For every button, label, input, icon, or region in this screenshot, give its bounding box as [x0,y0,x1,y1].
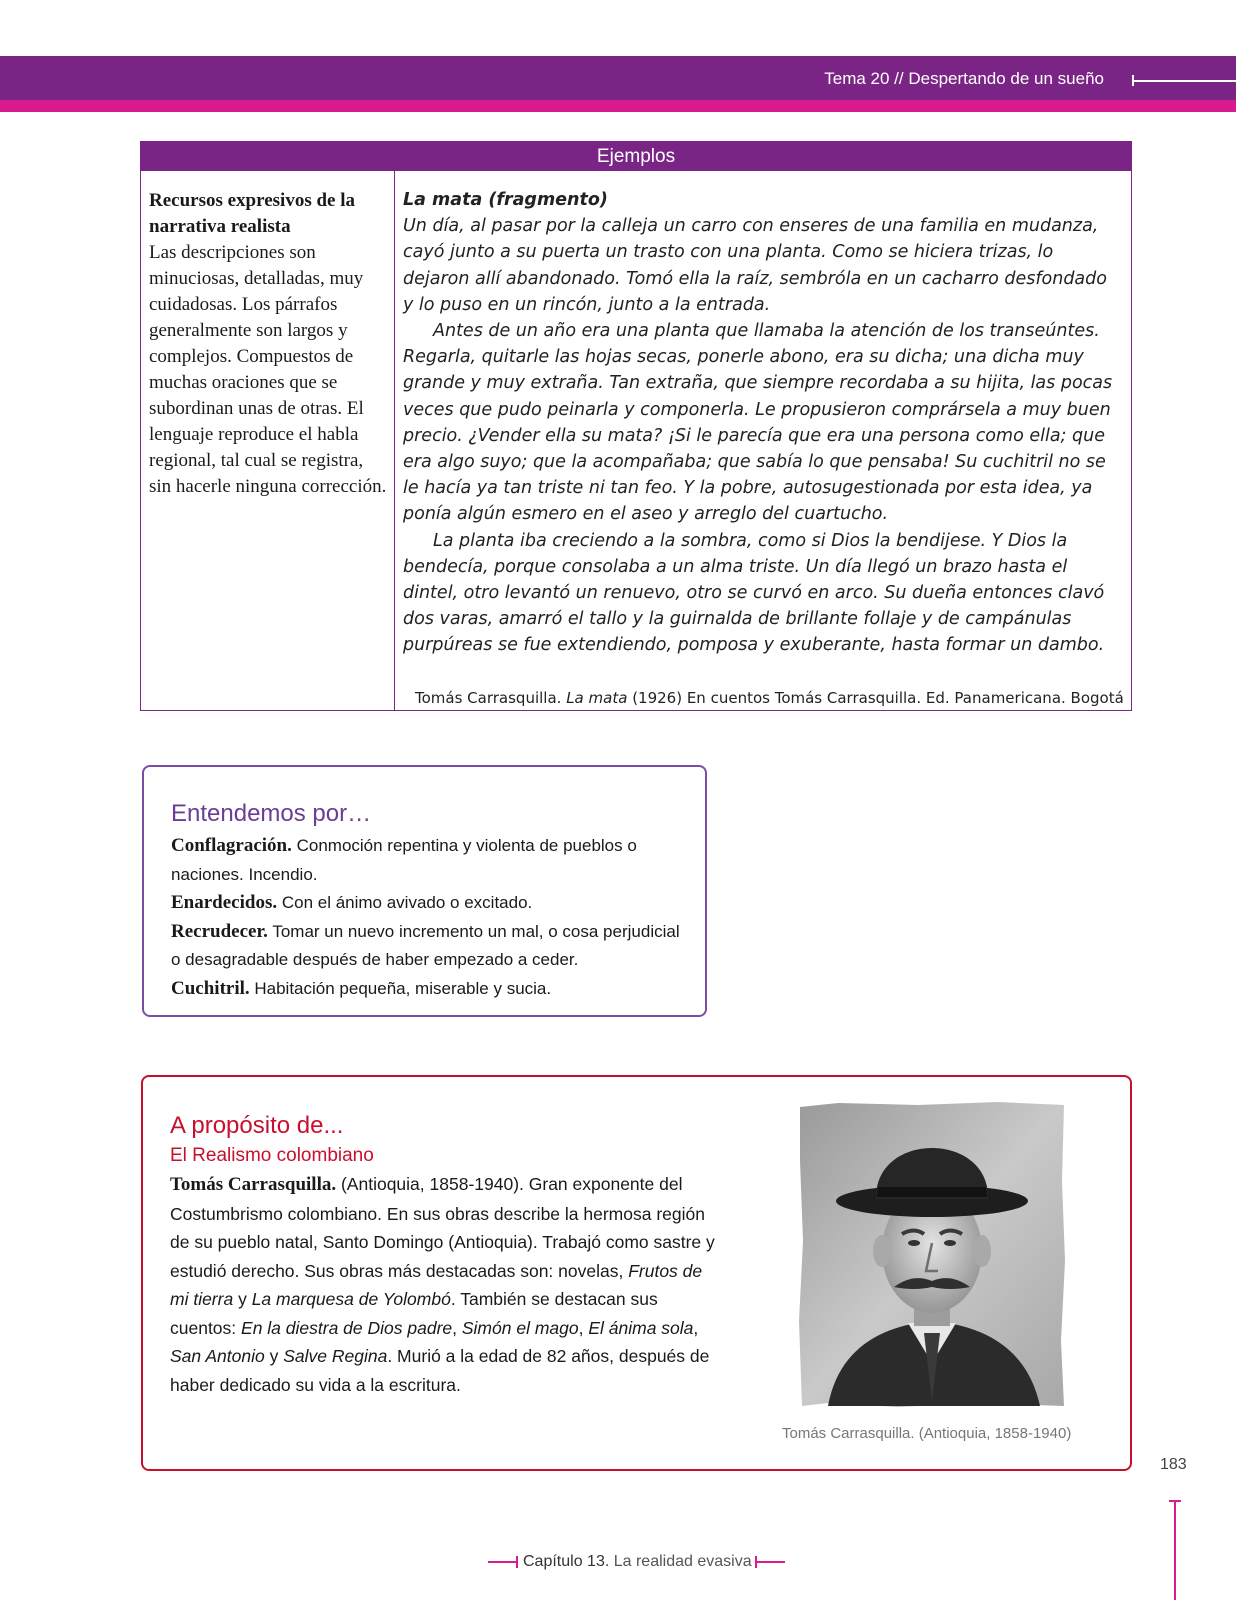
work-title: La marquesa de Yolombó [251,1289,451,1309]
context-title: A propósito de... [170,1112,344,1139]
footer-rule-right [755,1561,785,1563]
examples-table [140,141,1132,711]
resources-title: Recursos expresivos de la narrativa realista [149,190,355,237]
work-title: En la diestra de Dios padre [241,1317,453,1338]
resources-text: Las descripciones son minuciosas, detalladas, muy cuidadosas. Los párrafos generalmente son largos y complejos. Compuestos de muchas oraciones que se subordinan unas de otras. El lenguaje reproduce el habla regional, tal cual se registra, sin hacerle ninguna corrección. [149,242,387,497]
side-rule [1174,1500,1176,1600]
header-stripe [0,100,1236,112]
chapter-number: Capítulo 13. [523,1553,610,1570]
examples-heading: Ejemplos [141,142,1131,171]
excerpt-citation [415,689,1124,707]
footer-tick-left [516,1556,518,1568]
definition-term: Recrudecer. [171,920,268,942]
separator: , [452,1317,457,1338]
definitions-title: Entendemos por… [171,800,372,827]
separator: , [693,1317,699,1338]
definition-text: Habitación pequeña, miserable y sucia. [254,978,552,998]
definition-term: Enardecidos. [171,892,278,913]
footer-rule-left [488,1561,518,1563]
resources-column [149,188,389,500]
page-number: 183 [1160,1456,1187,1473]
citation-work: La mata [566,689,628,707]
excerpt-paragraph: Antes de un año era una planta que llamaba la atención de los transeúntes. Regarla, quitarle las hojas secas, ponerle abono, era su dicha; una dicha muy grande y muy extraña. Tan extraña, que siempre recordaba a su hijita, las pocas veces que pudo peinarla y componerla. Le propusieron comprársela a muy buen precio. ¿Vender ella su mata? ¡Si le parecía que era una persona como ella; que era algo suyo; que la acompañaba; que sabía lo que pensaba! Su cuchitril no se le hacía ya tan triste ni tan feo. Y la pobre, autosugestionada por esta idea, ya ponía algún esmero en el aseo y arreglo del cuartucho. [403,321,1113,525]
definition-term: Cuchitril. [171,977,250,999]
definition-item [171,889,691,918]
work-title: Salve Regina [283,1346,388,1366]
definition-text: Con el ánimo avivado o excitado. [281,893,533,912]
header-tick [1132,75,1134,86]
work-title: El ánima sola [588,1317,694,1338]
header-rule [1132,80,1236,82]
chapter-footer [523,1553,752,1571]
citation-author: Tomás Carrasquilla. [415,689,562,707]
topic-title: Tema 20 // Despertando de un sueño [824,69,1104,88]
work-title: Simón el mago [461,1317,579,1338]
definition-term: Conflagración. [171,835,292,856]
work-title: Frutos de mi tierra [170,1260,703,1309]
excerpt-paragraph: La planta iba creciendo a la sombra, como si Dios la bendijese. Y Dios la bendecía, porque consolaba a un alma triste. Un día llegó un brazo hasta el dintel, otro levantó un renuevo, otro se curvó en arco. Su dueña entonces clavó dos varas, amarró el tallo y la guirnalda de brillante follaje y de campánulas purpúreas se fue extendiendo, pomposa y exuberante, hasta formar un dambo. [403,530,1105,656]
bio-text: . También se destacan sus cuentos: [170,1289,658,1338]
context-subtitle: El Realismo colombiano [170,1145,374,1166]
portrait-caption: Tomás Carrasquilla. (Antioquia, 1858-1940) [782,1425,1072,1442]
bio-text: y [269,1346,279,1366]
definition-text: Conmoción repentina y violenta de pueblos o naciones. Incendio. [171,836,637,884]
context-body [170,1170,715,1399]
bio-text: . Murió a la edad de 82 años, después de haber dedicado su vida a la escritura. [170,1346,710,1395]
work-title: San Antonio [170,1346,265,1366]
definition-item [171,975,691,1004]
citation-rest: (1926) En cuentos Tomás Carrasquilla. Ed. Panamericana. Bogotá [632,689,1124,707]
definition-text: Tomar un nuevo incremento un mal, o cosa perjudicial o desagradable después de haber empezado a ceder. [171,921,680,969]
author-portrait [798,1101,1066,1409]
column-divider [394,171,395,711]
separator: , [578,1317,584,1338]
definition-item [171,832,691,889]
definitions-list [171,832,691,1003]
excerpt-column [403,187,1119,659]
definition-item [171,918,691,975]
definitions-box [142,765,707,1017]
author-name: Tomás Carrasquilla. [170,1174,337,1195]
bio-text: y [238,1289,247,1309]
bio-text: (Antioquia, 1858-1940). Gran exponente del Costumbrismo colombiano. En sus obras describe la hermosa región de su pueblo natal, Santo Domingo (Antioquia). Trabajó como sastre y estudió derecho. Sus obras más destacadas son: novelas, [170,1174,715,1281]
chapter-title: La realidad evasiva [613,1553,752,1570]
excerpt-paragraph: Un día, al pasar por la calleja un carro con enseres de una familia en mudanza, cayó junto a su puerta un trasto con una planta. Como se hiciera trizas, lo dejaron allí abandonado. Tomó ella la raíz, sembróla en un cacharro desfondado y lo puso en un rincón, junto a la entrada. [403,216,1107,315]
excerpt-title: La mata (fragmento) [403,190,608,210]
